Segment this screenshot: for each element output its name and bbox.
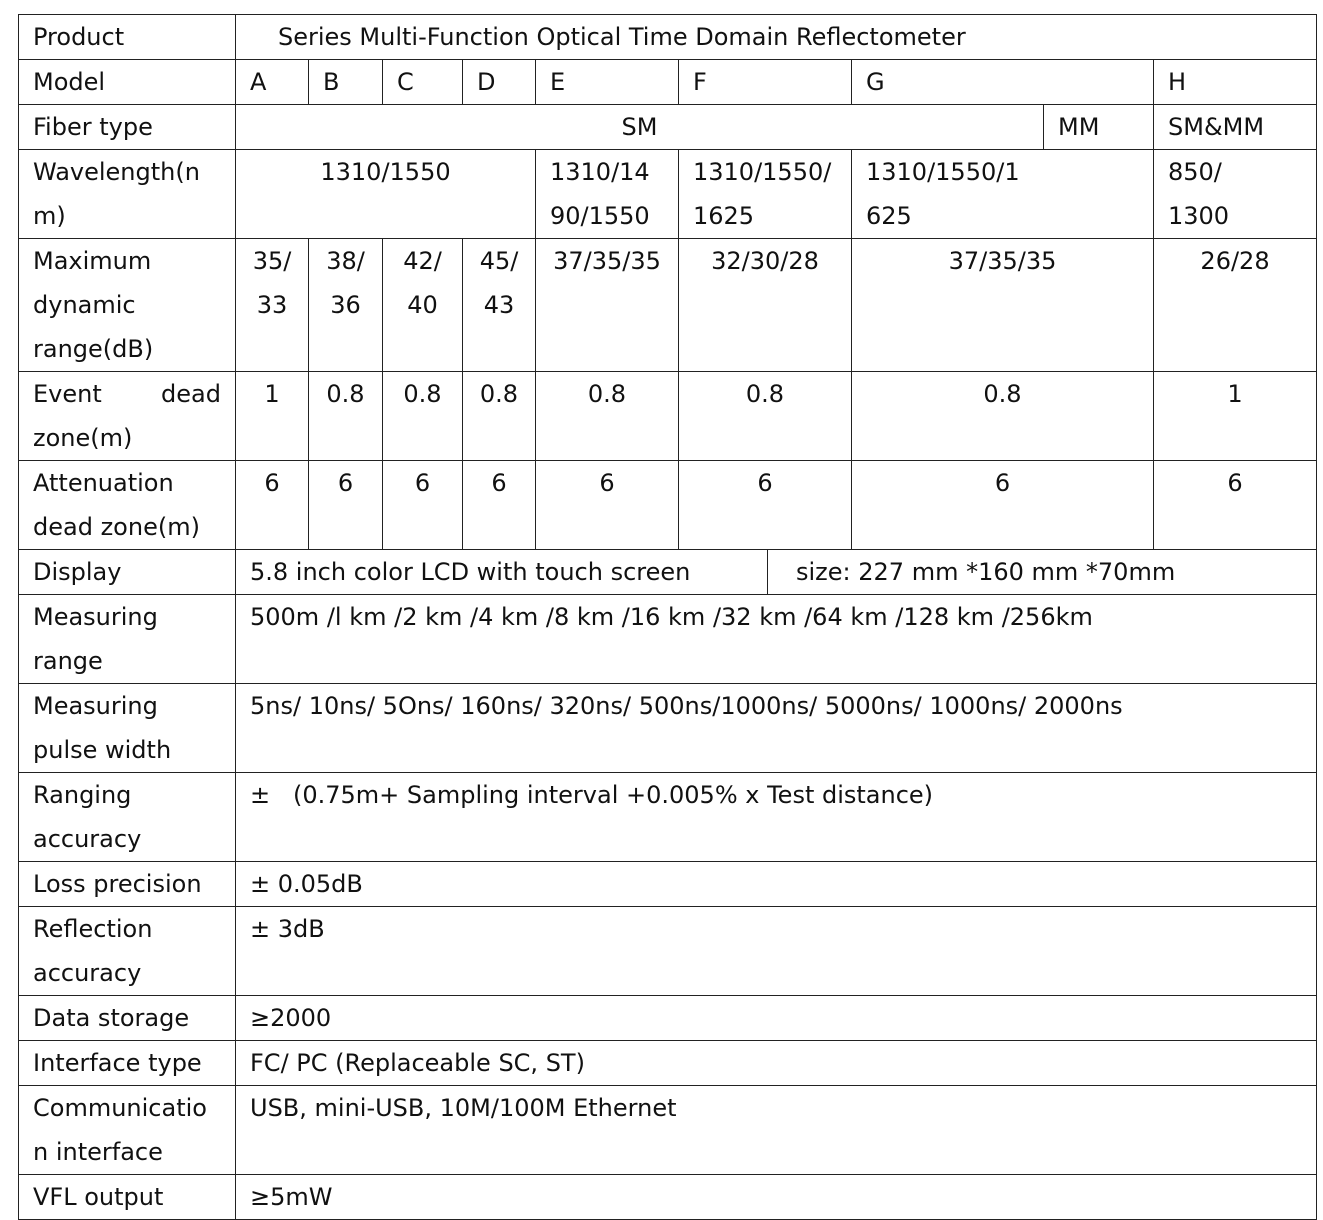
- row-attenuation-dead-zone: [19, 461, 1317, 550]
- spec-table: [18, 14, 1317, 1220]
- communication-value: USB, mini-USB, 10M/100M Ethernet: [236, 1086, 1317, 1175]
- row-label: Fiber type: [19, 105, 236, 150]
- fiber-mm: MM: [1044, 105, 1154, 150]
- event-a: 1: [236, 372, 309, 461]
- loss-precision-value: ± 0.05dB: [236, 862, 1317, 907]
- row-product: [19, 15, 1317, 60]
- row-label: Measuring range: [19, 595, 236, 684]
- vfl-output-value: ≥5mW: [236, 1175, 1317, 1220]
- row-measuring-range: [19, 595, 1317, 684]
- row-label: Loss precision: [19, 862, 236, 907]
- event-c: 0.8: [383, 372, 463, 461]
- reflection-accuracy-value: ± 3dB: [236, 907, 1317, 996]
- model-c: C: [383, 60, 463, 105]
- wavelength-h: 850/ 1300: [1154, 150, 1317, 239]
- model-h: H: [1154, 60, 1317, 105]
- atten-h: 6: [1154, 461, 1317, 550]
- model-f: F: [679, 60, 852, 105]
- row-label: [19, 372, 236, 461]
- row-label: Attenuation dead zone(m): [19, 461, 236, 550]
- range-e: 37/35/35: [536, 239, 679, 372]
- row-label: Display: [19, 550, 236, 595]
- row-interface-type: [19, 1041, 1317, 1086]
- event-g: 0.8: [852, 372, 1154, 461]
- model-g: G: [852, 60, 1154, 105]
- row-label: Data storage: [19, 996, 236, 1041]
- row-wavelength: [19, 150, 1317, 239]
- display-size: size: 227 mm *160 mm *70mm: [768, 550, 1317, 595]
- event-f: 0.8: [679, 372, 852, 461]
- data-storage-value: ≥2000: [236, 996, 1317, 1041]
- row-dynamic-range: [19, 239, 1317, 372]
- product-name: Series Multi-Function Optical Time Domain Reflectometer: [236, 15, 1317, 60]
- row-vfl-output: [19, 1175, 1317, 1220]
- model-a: A: [236, 60, 309, 105]
- row-ranging-accuracy: [19, 773, 1317, 862]
- range-d: 45/ 43: [463, 239, 536, 372]
- label-part: zone(m): [33, 424, 133, 452]
- atten-a: 6: [236, 461, 309, 550]
- atten-c: 6: [383, 461, 463, 550]
- ranging-accuracy-value: ± (0.75m+ Sampling interval +0.005% x Test distance): [236, 773, 1317, 862]
- wavelength-g: 1310/1550/1 625: [852, 150, 1154, 239]
- row-data-storage: [19, 996, 1317, 1041]
- row-event-dead-zone: [19, 372, 1317, 461]
- row-label: Product: [19, 15, 236, 60]
- range-b: 38/ 36: [309, 239, 383, 372]
- event-h: 1: [1154, 372, 1317, 461]
- pulse-width-value: 5ns/ 10ns/ 5Ons/ 160ns/ 320ns/ 500ns/1000ns/ 5000ns/ 1000ns/ 2000ns: [236, 684, 1317, 773]
- label-part: dead: [161, 380, 221, 408]
- row-label: Measuring pulse width: [19, 684, 236, 773]
- atten-d: 6: [463, 461, 536, 550]
- range-f: 32/30/28: [679, 239, 852, 372]
- label-part: Event: [33, 380, 102, 408]
- range-c: 42/ 40: [383, 239, 463, 372]
- model-b: B: [309, 60, 383, 105]
- atten-b: 6: [309, 461, 383, 550]
- row-label: Maximum dynamic range(dB): [19, 239, 236, 372]
- range-g: 37/35/35: [852, 239, 1154, 372]
- row-label: VFL output: [19, 1175, 236, 1220]
- wavelength-a-d: 1310/1550: [236, 150, 536, 239]
- model-d: D: [463, 60, 536, 105]
- row-pulse-width: [19, 684, 1317, 773]
- fiber-smmm: SM&MM: [1154, 105, 1317, 150]
- row-label: Model: [19, 60, 236, 105]
- row-label: Ranging accuracy: [19, 773, 236, 862]
- model-e: E: [536, 60, 679, 105]
- row-display: [19, 550, 1317, 595]
- row-label: Communicatio n interface: [19, 1086, 236, 1175]
- wavelength-e: 1310/14 90/1550: [536, 150, 679, 239]
- display-value: 5.8 inch color LCD with touch screen: [236, 550, 768, 595]
- event-d: 0.8: [463, 372, 536, 461]
- range-h: 26/28: [1154, 239, 1317, 372]
- interface-type-value: FC/ PC (Replaceable SC, ST): [236, 1041, 1317, 1086]
- row-communication: [19, 1086, 1317, 1175]
- range-a: 35/ 33: [236, 239, 309, 372]
- row-fiber-type: [19, 105, 1317, 150]
- row-label: Interface type: [19, 1041, 236, 1086]
- fiber-sm: SM: [236, 105, 1044, 150]
- row-loss-precision: [19, 862, 1317, 907]
- atten-f: 6: [679, 461, 852, 550]
- measuring-range-value: 500m /l km /2 km /4 km /8 km /16 km /32 km /64 km /128 km /256km: [236, 595, 1317, 684]
- row-label: Reflection accuracy: [19, 907, 236, 996]
- row-model: [19, 60, 1317, 105]
- row-reflection-accuracy: [19, 907, 1317, 996]
- row-label: Wavelength(n m): [19, 150, 236, 239]
- event-e: 0.8: [536, 372, 679, 461]
- wavelength-f: 1310/1550/ 1625: [679, 150, 852, 239]
- atten-e: 6: [536, 461, 679, 550]
- atten-g: 6: [852, 461, 1154, 550]
- event-b: 0.8: [309, 372, 383, 461]
